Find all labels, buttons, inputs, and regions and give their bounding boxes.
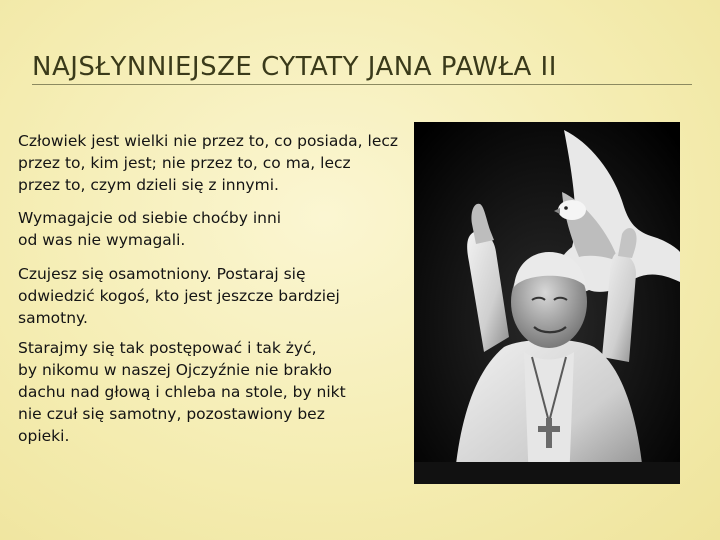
portrait-illustration xyxy=(414,122,680,484)
slide-title: NAJSŁYNNIEJSZE CYTATY JANA PAWŁA II xyxy=(32,52,557,82)
quotes-list xyxy=(18,130,438,447)
quote-text: Człowiek jest wielki nie przez to, co posiada, lecz przez to, kim jest; nie przez to, co ma, lecz przez to, czym dzieli się z innymi. xyxy=(18,132,399,194)
title-underline xyxy=(32,84,692,85)
quote-text: Starajmy się tak postępować i tak żyć, by nikomu w naszej Ojczyźnie nie brakło dachu nad głową i chleba na stole, by nikt nie czuł się samotny, pozostawiony bez opieki. xyxy=(18,339,346,445)
portrait-photo xyxy=(414,122,680,484)
quote-text: Czujesz się osamotniony. Postaraj się odwiedzić kogoś, kto jest jeszcze bardziej samotny. xyxy=(18,265,340,327)
quote-text: Wymagajcie od siebie choćby inni od was nie wymagali. xyxy=(18,209,282,249)
